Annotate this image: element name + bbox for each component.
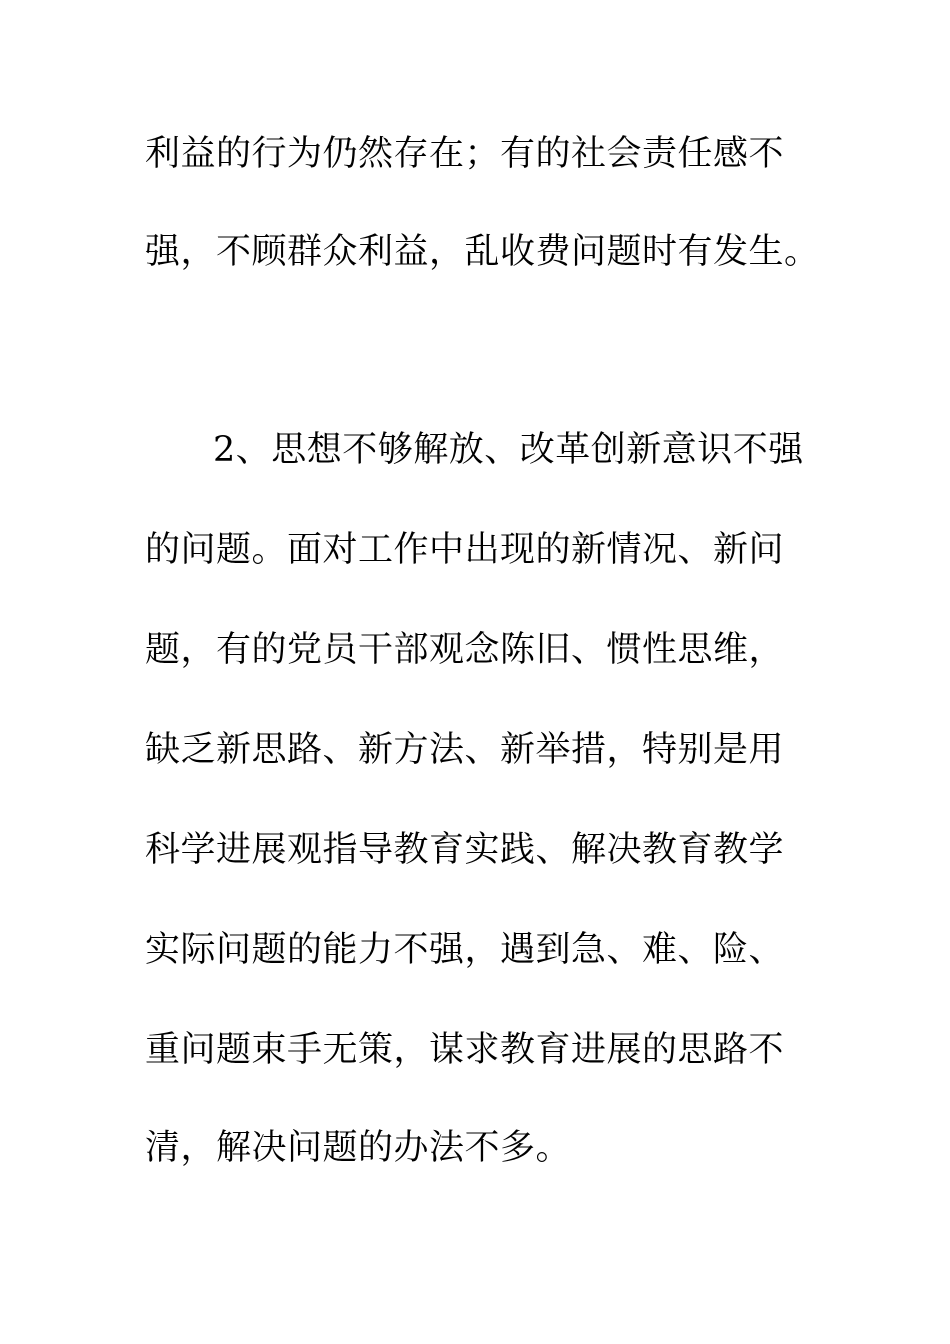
paragraph-2-line-8: 清，解决问题的办法不多。 (145, 1128, 572, 1168)
paragraph-1-line-1: 利益的行为仍然存在；有的社会责任感不 (145, 134, 785, 174)
paragraph-2-line-5: 科学进展观指导教育实践、解决教育教学 (145, 830, 785, 870)
paragraph-2-line-4: 缺乏新思路、新方法、新举措，特别是用 (145, 730, 785, 770)
paragraph-2-line-2: 的问题。面对工作中出现的新情况、新问 (145, 530, 785, 570)
paragraph-2-line-6: 实际问题的能力不强，遇到急、难、险、 (145, 930, 785, 970)
paragraph-1-line-2: 强，不顾群众利益，乱收费问题时有发生。 (145, 232, 820, 272)
paragraph-2-line-1: 2、思想不够解放、改革创新意识不强 (213, 430, 804, 470)
paragraph-2-line-7: 重问题束手无策，谋求教育进展的思路不 (145, 1030, 785, 1070)
paragraph-2-line-3: 题，有的党员干部观念陈旧、惯性思维， (145, 630, 785, 670)
